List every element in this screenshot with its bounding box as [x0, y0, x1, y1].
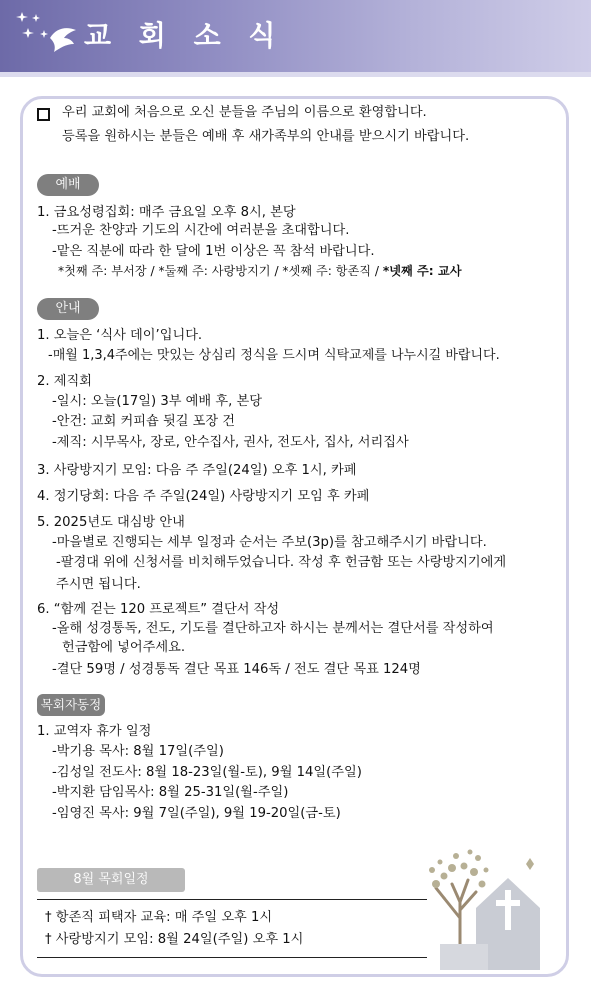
notice-item-6: 6. “함께 걷는 120 프로젝트” 결단서 작성 — [37, 602, 280, 617]
notice-item-1-sub-1: -매월 1,3,4주에는 맛있는 상심리 정식을 드시며 식탁교제를 나누시길 바랍니다. — [48, 348, 500, 363]
worship-item-1-sub-3: *첫째 주: 부서장 / *둘째 주: 사랑방지기 / *셋째 주: 항존직 / *넷째 주: 교사 — [58, 264, 462, 278]
notice-item-6-sub-1: -올해 성경통독, 전도, 기도를 결단하고자 하시는 분께서는 결단서를 작성하여 — [52, 621, 494, 636]
intro-line-2: 등록을 원하시는 분들은 예배 후 새가족부의 안내를 받으시기 바랍니다. — [62, 129, 470, 144]
pastoral-item-1-sub-1: -박기용 목사: 8월 17일(주일) — [52, 744, 224, 759]
pastoral-item-1-sub-4: -임영진 목사: 9월 7일(주일), 9월 19-20일(금-토) — [52, 806, 341, 821]
notice-label: 안내 — [37, 298, 99, 320]
notice-item-2-sub-1: -일시: 오늘(17일) 3부 예배 후, 본당 — [52, 394, 262, 409]
worship-item-1: 1. 금요성령집회: 매주 금요일 오후 8시, 본당 — [37, 205, 296, 220]
checkbox-icon — [37, 108, 50, 121]
pastoral-item-1-sub-3: -박지환 담임목사: 8월 25-31일(월-주일) — [52, 785, 289, 800]
intro-line-1: 우리 교회에 처음으로 오신 분들을 주님의 이름으로 환영합니다. — [62, 105, 427, 120]
notice-item-1: 1. 오늘은 ‘식사 데이’입니다. — [37, 328, 203, 343]
notice-item-6-sub-1b: 헌금함에 넣어주세요. — [62, 640, 186, 655]
notice-item-5-sub-2: -팔경대 위에 신청서를 비치해두었습니다. 작성 후 헌금함 또는 사랑방지기에게 — [56, 555, 507, 570]
notice-item-5-sub-1: -마을별로 진행되는 세부 일정과 순서는 주보(3p)를 참고해주시기 바랍니다. — [52, 535, 487, 550]
pastoral-item-1: 1. 교역자 휴가 일정 — [37, 724, 152, 739]
august-schedule-label: 8월 목회일정 — [37, 868, 185, 892]
header-divider — [0, 72, 591, 77]
church-tree-illustration — [426, 840, 554, 970]
notice-item-2-sub-3: -제직: 시무목사, 장로, 안수집사, 권사, 전도사, 집사, 서리집사 — [52, 435, 409, 450]
divider-bottom — [37, 957, 427, 958]
notice-item-5-sub-2b: 주시면 됩니다. — [56, 577, 141, 592]
notice-item-2-sub-2: -안건: 교회 커피숍 뒷길 포장 건 — [52, 414, 236, 429]
divider-top — [37, 899, 427, 900]
august-item-2: † 사랑방지기 모임: 8월 24일(주일) 오후 1시 — [45, 932, 304, 947]
notice-item-6-sub-2: -결단 59명 / 성경통독 결단 목표 146독 / 전도 결단 목표 124명 — [52, 662, 421, 677]
worship-item-1-sub-1: -뜨거운 찬양과 기도의 시간에 여러분을 초대합니다. — [52, 223, 350, 238]
pastoral-label: 목회자동정 — [37, 694, 105, 716]
worship-label: 예배 — [37, 174, 99, 196]
page-title: 교 회 소 식 — [84, 19, 285, 52]
notice-item-2: 2. 제직회 — [37, 374, 92, 389]
august-item-1: † 항존직 피택자 교육: 매 주일 오후 1시 — [45, 910, 273, 925]
worship-item-1-sub-2: -맡은 직분에 따라 한 달에 1번 이상은 꼭 참석 바랍니다. — [52, 244, 375, 259]
notice-item-4: 4. 정기당회: 다음 주 주일(24일) 사랑방지기 모임 후 카페 — [37, 489, 370, 504]
pastoral-item-1-sub-2: -김성일 전도사: 8월 18-23일(월-토), 9월 14일(주일) — [52, 765, 362, 780]
notice-item-3: 3. 사랑방지기 모임: 다음 주 주일(24일) 오후 1시, 카페 — [37, 463, 357, 478]
section-header — [0, 0, 591, 72]
notice-item-5: 5. 2025년도 대심방 안내 — [37, 515, 185, 530]
sparkle-bird-icon — [14, 8, 80, 56]
